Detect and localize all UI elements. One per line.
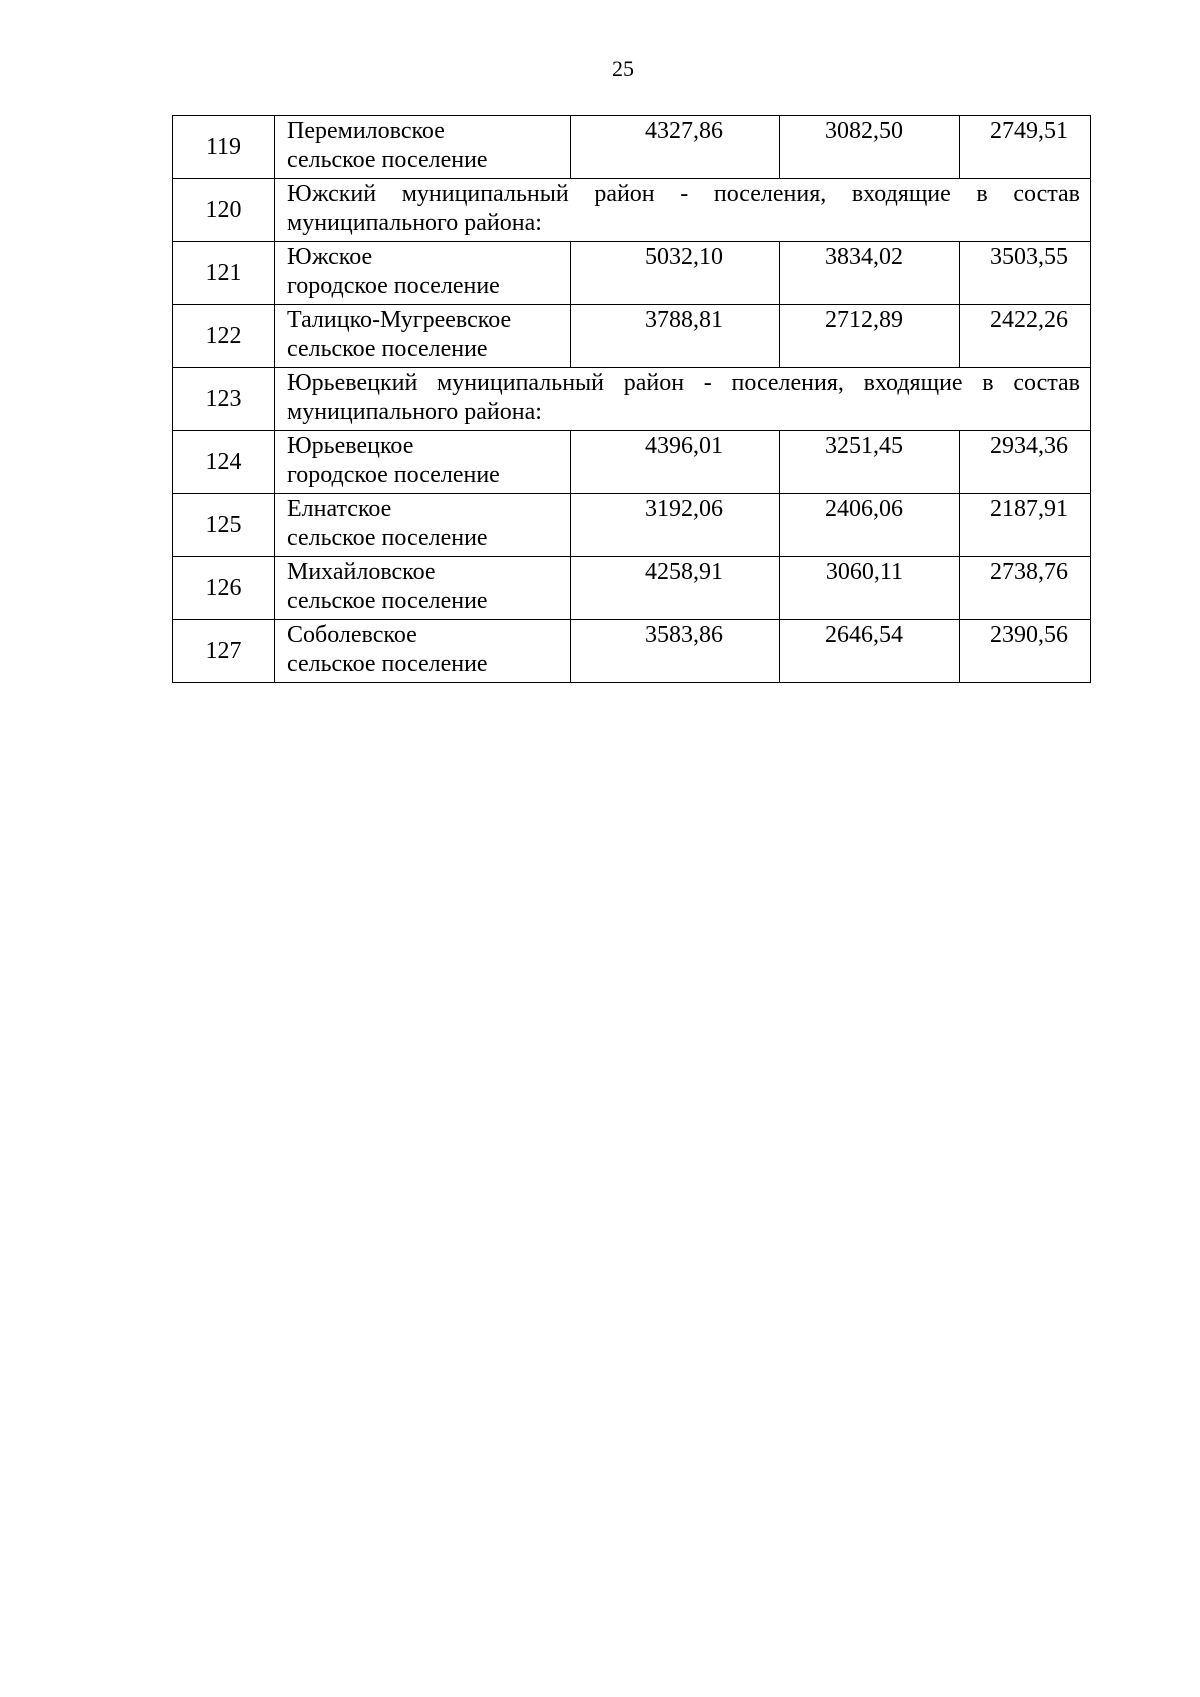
value-3: 3503,55 [960,242,1091,305]
row-number: 122 [173,305,275,368]
table-row [173,620,1091,683]
table-row [173,557,1091,620]
table-row [173,305,1091,368]
settlement-name-line2: сельское поселение [287,651,488,677]
settlement-name-line1: Юрьевецкое [287,433,414,459]
value-3: 2422,26 [960,305,1091,368]
settlement-name-line1: Елнатское [287,496,392,522]
table-row [173,494,1091,557]
value-3: 2390,56 [960,620,1091,683]
district-heading: Юрьевецкий муниципальный район - поселения, входящие в состав муниципального района: [275,368,1091,431]
settlement-name-line1: Михайловское [287,559,436,585]
settlement-name [275,557,571,620]
value-2: 3251,45 [780,431,960,494]
value-3: 2749,51 [960,116,1091,179]
value-2: 2406,06 [780,494,960,557]
row-number: 123 [173,368,275,431]
settlement-name-line1: Талицко-Мугреевское [287,307,512,333]
row-number: 125 [173,494,275,557]
settlement-name-line1: Перемиловское [287,118,445,144]
value-1: 3788,81 [571,305,780,368]
settlement-name-line2: сельское поселение [287,588,488,614]
table-row [173,179,1091,242]
table-row [173,242,1091,305]
row-number: 120 [173,179,275,242]
settlement-name [275,431,571,494]
settlement-name-line2: городское поселение [287,273,500,299]
value-1: 4258,91 [571,557,780,620]
settlement-name [275,620,571,683]
value-1: 3583,86 [571,620,780,683]
value-2: 3060,11 [780,557,960,620]
value-1: 4327,86 [571,116,780,179]
row-number: 121 [173,242,275,305]
settlement-name-line1: Соболевское [287,622,417,648]
value-1: 5032,10 [571,242,780,305]
settlement-name-line2: сельское поселение [287,525,488,551]
value-3: 2934,36 [960,431,1091,494]
row-number: 127 [173,620,275,683]
settlement-name-line2: сельское поселение [287,336,488,362]
settlement-name [275,242,571,305]
district-heading: Южский муниципальный район - поселения, входящие в состав муниципального района: [275,179,1091,242]
value-1: 4396,01 [571,431,780,494]
settlement-name [275,494,571,557]
settlements-table [172,115,1091,683]
row-number: 126 [173,557,275,620]
settlement-name [275,116,571,179]
value-2: 3082,50 [780,116,960,179]
settlement-name-line2: городское поселение [287,462,500,488]
value-3: 2738,76 [960,557,1091,620]
row-number: 119 [173,116,275,179]
table-row [173,116,1091,179]
settlement-name-line1: Южское [287,244,373,270]
row-number: 124 [173,431,275,494]
value-3: 2187,91 [960,494,1091,557]
table-row [173,431,1091,494]
settlement-name [275,305,571,368]
value-2: 2712,89 [780,305,960,368]
settlement-name-line2: сельское поселение [287,147,488,173]
value-2: 2646,54 [780,620,960,683]
value-2: 3834,02 [780,242,960,305]
value-1: 3192,06 [571,494,780,557]
table-row [173,368,1091,431]
page-number: 25 [612,56,634,81]
